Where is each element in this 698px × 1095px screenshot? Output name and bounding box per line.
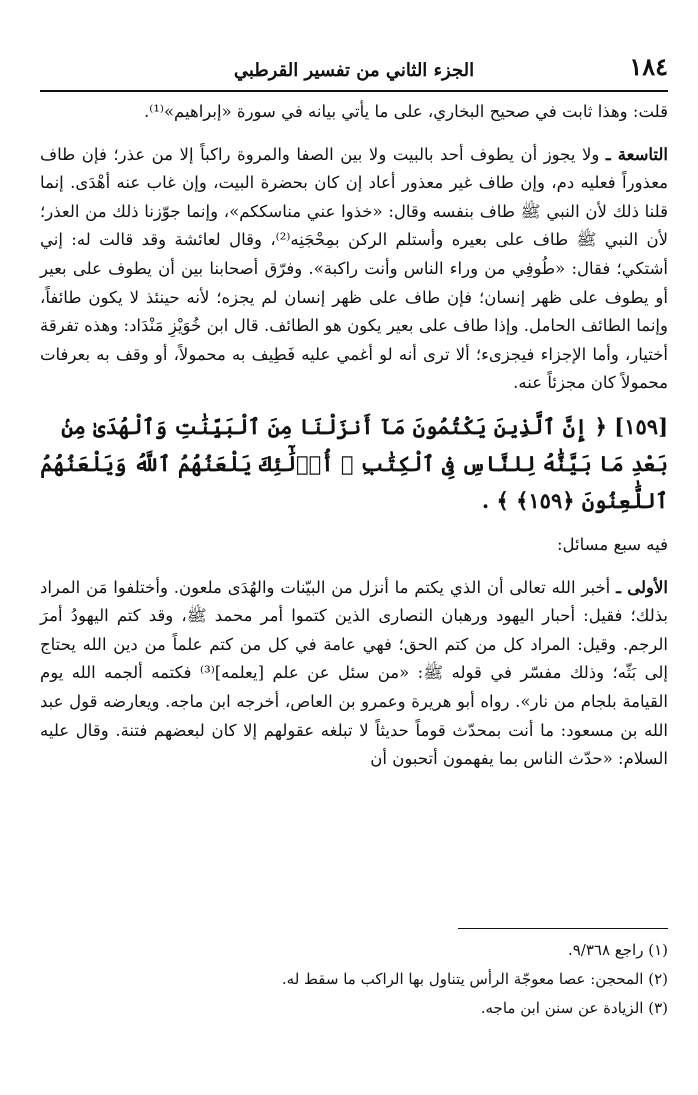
- paragraph-first-text: أخبر الله تعالى أن الذي يكتم ما أنزل من البيّنات والهُدَى ملعون. وأختلفوا مَن المراد بذلك؛ فقيل: أحبار اليهود ورهبان النصارى الذين كتموا أمر محمد ﷺ، وقد كتم اليهودُ أمرَ الرجم. وقيل: المراد كل من كتم الحق؛ فهي عامة في كل من كتم علماً من دين الله يحتاج إلى بَثّه؛ وذلك مفسّر في قوله ﷺ: «من سئل عن علم [يعلمه]⁽³⁾ فكتمه ألجمه الله يوم القيامة بلجام من نار». رواه أبو هريرة وعمرو بن العاص، أخرجه ابن ماجه. ويعارضه قول عبد الله بن مسعود: ما أنت بمحدّث قوماً حديثاً لا تبلغه عقولهم إلا كان لبعضهم فتنة. وقال عليه السلام: «حدّث الناس بما يفهمون أتحبون أن: [40, 577, 668, 769]
- footnote: (٢) المحجن: عصا معوجّة الرأس يتناول بها الراكب ما سقط له.: [281, 970, 668, 988]
- page-number: ١٨٤: [629, 52, 668, 81]
- header-rule: [40, 90, 668, 92]
- main-text: [40, 98, 668, 774]
- page: [40, 0, 668, 1095]
- footnotes: [40, 936, 668, 1023]
- paragraph-ninth-text: ولا يجوز أن يطوف أحد بالبيت ولا بين الصفا والمروة راكباً إلا من عذر؛ فإن طاف معذوراً فعليه دم، وإن طاف غير معذور أعاد إن كان بحضرة البيت، وإن غاب عنه أهْدَى. إنما قلنا ذلك لأن النبي ﷺ طاف بنفسه وقال: «خذوا عني مناسككم»، وإنما جوّزنا ذلك من العذر؛ لأن النبي ﷺ طاف على بعيره وأستلم الركن بمِحْجَنِه⁽²⁾، وقال لعائشة وقد قالت له: إني أشتكي؛ فقال: «طُوفِي من وراء الناس وأنت راكبة». وفرّق أصحابنا بين أن يطوف على بعير أو يطوف على ظهر إنسان؛ فإن طاف على ظهر إنسان لم يجزه؛ لأنه حينئذ لا يكون طائفاً، وإنما الطائف الحامل. وإذا طاف على بعير يكون هو الطائف. قال ابن خُوَيْزِ مَنْدَاد: وهذه تفرقة أختيار، وأما الإجزاء فيجزىء؛ ألا ترى أنه لو أغمي عليه فَطِيف به محمولاً، أو وقف به بعرفات محمولاً كان مجزئاً عنه.: [40, 144, 668, 393]
- running-title: الجزء الثاني من تفسير القرطبي: [233, 60, 475, 81]
- footnote: (٣) الزيادة عن سنن ابن ماجه.: [480, 999, 668, 1017]
- issue-label-ninth: التاسعة ـ: [605, 144, 669, 164]
- footnote-rule: [458, 928, 668, 929]
- paragraph-note: قلت: وهذا ثابت في صحيح البخاري، على ما يأتي بيانه في سورة «إبراهيم»⁽¹⁾.: [143, 102, 668, 121]
- running-header: [40, 52, 668, 92]
- issue-label-first: الأولى ـ: [616, 577, 668, 597]
- paragraph-first: [40, 574, 668, 774]
- footnote: (١) راجع ٩/٣٦٨.: [567, 941, 668, 959]
- quran-verse: [40, 408, 668, 519]
- paragraph-intro: فيه سبع مسائل:: [556, 534, 668, 554]
- paragraph-ninth: [40, 141, 668, 398]
- verse-text: ﴿ إِنَّ ٱلَّذِينَ يَكْتُمُونَ مَآ أَنزَلْنَا مِنَ ٱلْبَيِّنَٰتِ وَٱلْهُدَىٰ مِنۢ بَعْدِ مَا بَيَّنَّٰهُ لِلنَّاسِ فِى ٱلْكِتَٰبِ ۙ أُو۟لَٰٓئِكَ يَلْعَنُهُمُ ٱللَّهُ وَيَلْعَنُهُمُ ٱللَّٰعِنُونَ ﴿١٥٩﴾ ﴾ .: [40, 413, 668, 513]
- verse-number: [١٥٩]: [614, 413, 668, 439]
